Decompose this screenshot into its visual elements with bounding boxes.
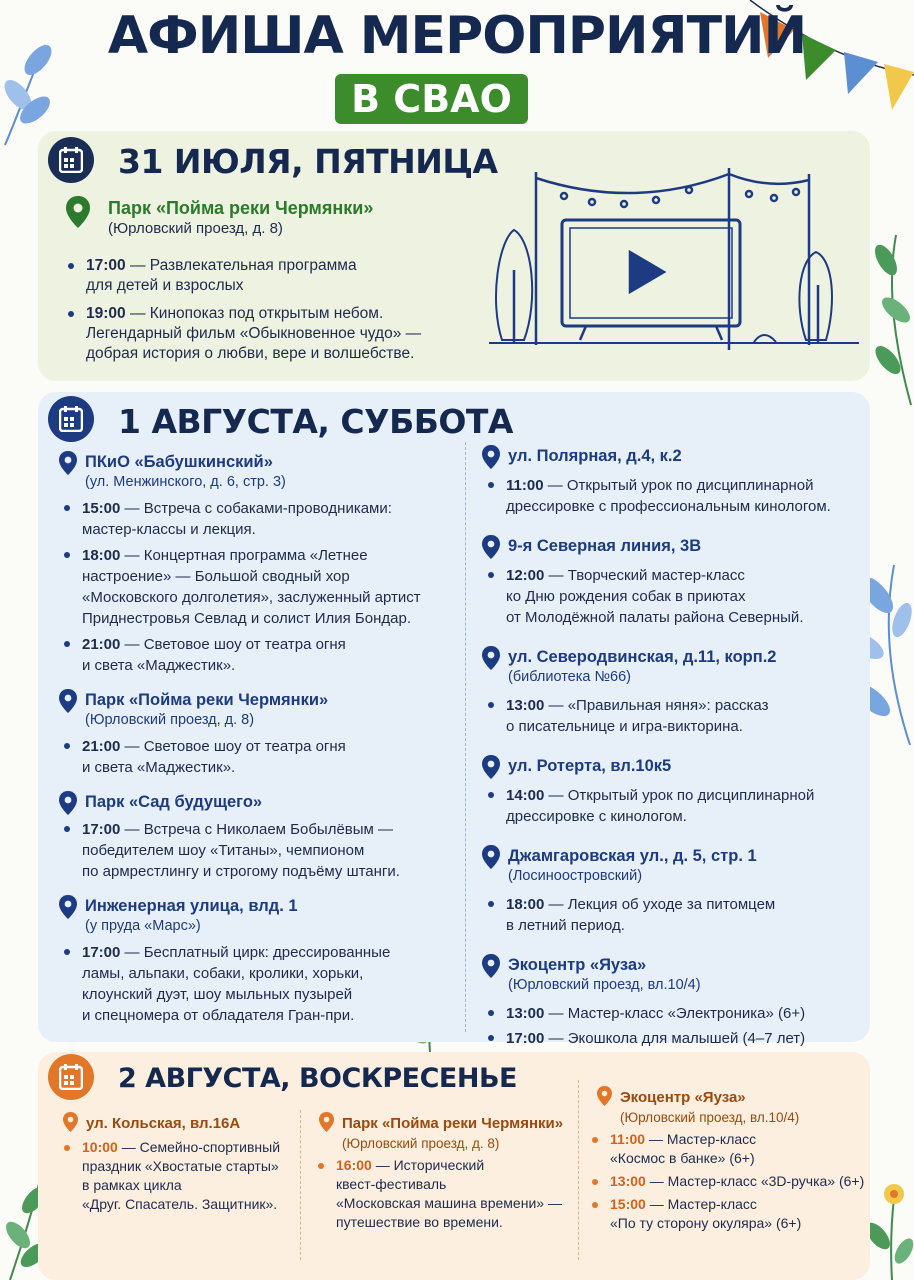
location-pin-icon	[482, 646, 500, 670]
venue-name: Экоцентр «Яуза»	[508, 956, 647, 974]
location-pin-icon	[66, 196, 90, 228]
event-text: — Мастер-класс «3D-ручка» (6+)	[645, 1173, 865, 1189]
event-text: — Экошкола для малышей (4–7 лет)	[544, 1030, 806, 1047]
venue-address: (Юрловский проезд, д. 8)	[108, 220, 283, 237]
venue-address: (Юрловский проезд, вл.10/4)	[508, 977, 701, 993]
event-text: путешествие во времени.	[336, 1214, 503, 1230]
page-subtitle-badge: В СВАО	[335, 74, 528, 124]
event-text: «Московского долголетия», заслуженный артист	[82, 589, 421, 606]
event-time: 17:00	[506, 1030, 545, 1047]
venue-address: (Юрловский проезд, д. 8)	[85, 712, 255, 728]
venue	[508, 446, 682, 467]
location-pin-icon	[59, 895, 77, 919]
venue-address: (у пруда «Марс»)	[85, 918, 201, 934]
event-item	[506, 695, 768, 737]
event-text: — Лекция об уходе за питомцем	[544, 896, 776, 913]
event-item: 17:00 — Развлекательная программа для детей и взрослых	[86, 256, 357, 296]
venue	[108, 198, 373, 238]
event-text: — Бесплатный цирк: дрессированные	[120, 944, 391, 961]
location-pin-icon	[482, 445, 500, 469]
venue	[85, 452, 286, 492]
event-text: — Мастер-класс «Электроника» (6+)	[544, 1005, 806, 1022]
event-item	[610, 1195, 801, 1233]
event-text: дрессировке с кинологом.	[506, 808, 687, 825]
event-text: о писательнице и игра-викторина.	[506, 718, 743, 735]
event-text: — Открытый урок по дисциплинарной	[544, 787, 815, 804]
event-text: — Исторический	[371, 1157, 485, 1173]
location-pin-icon	[482, 845, 500, 869]
event-text: в летний период.	[506, 917, 625, 934]
event-time: 11:00	[506, 477, 544, 494]
event-text: «По ту сторону окуляра» (6+)	[610, 1215, 802, 1231]
column-divider	[300, 1110, 301, 1260]
event-text: квест-фестиваль	[336, 1176, 447, 1192]
event-time: 15:00	[82, 500, 121, 517]
venue-name: Парк «Пойма реки Чермянки»	[85, 691, 329, 709]
venue-name: ул. Полярная, д.4, к.2	[508, 447, 682, 465]
event-time: 21:00	[82, 738, 121, 755]
location-pin-icon	[597, 1086, 612, 1106]
event-item	[506, 565, 803, 628]
event-text: от Молодёжной палаты района Северный.	[506, 609, 804, 626]
event-item	[506, 894, 775, 936]
event-text: — Мастер-класс	[645, 1196, 757, 1212]
venue-address: (ул. Менжинского, д. 6, стр. 3)	[85, 474, 286, 490]
event-time: 17:00	[82, 821, 121, 838]
column-divider	[578, 1080, 579, 1260]
event-text: — Семейно-спортивный	[117, 1139, 281, 1155]
event-item	[82, 736, 346, 778]
event-time: 13:00	[506, 1005, 545, 1022]
event-time: 16:00	[336, 1157, 372, 1173]
location-pin-icon	[482, 755, 500, 779]
venue	[342, 1113, 563, 1153]
venue	[508, 536, 701, 557]
event-text: — Творческий мастер-класс	[544, 567, 745, 584]
venue-address: (библиотека №66)	[508, 669, 632, 685]
event-text: и света «Маджестик».	[82, 657, 236, 674]
venue	[85, 792, 262, 813]
location-pin-icon	[482, 954, 500, 978]
event-time: 15:00	[610, 1196, 646, 1212]
venue	[508, 846, 757, 886]
event-item	[82, 545, 421, 629]
event-text: ламы, альпаки, собаки, кролики, хорьки,	[82, 965, 364, 982]
event-item	[506, 1028, 805, 1049]
venue	[85, 896, 298, 936]
event-text: мастер-классы и лекция.	[82, 521, 256, 538]
day-heading: 31 ИЮЛЯ, ПЯТНИЦА	[118, 142, 498, 181]
event-text: «Космос в банке» (6+)	[610, 1150, 755, 1166]
calendar-icon	[48, 396, 94, 442]
event-text: и спецномера от обладателя Гран-при.	[82, 1007, 355, 1024]
venue	[86, 1113, 240, 1134]
event-item	[82, 819, 400, 882]
venue-name: Парк «Пойма реки Чермянки»	[342, 1115, 564, 1132]
venue-name: 9-я Северная линия, 3В	[508, 537, 702, 555]
event-item	[610, 1172, 864, 1191]
venue-name: ул. Кольская, вл.16А	[86, 1115, 241, 1132]
event-item	[82, 498, 392, 540]
event-time: 18:00	[82, 547, 121, 564]
event-item	[506, 1003, 805, 1024]
event-text: — Встреча с Николаем Бобылёвым —	[120, 821, 394, 838]
event-text: «Друг. Спасатель. Защитник».	[82, 1196, 278, 1212]
location-pin-icon	[319, 1112, 334, 1132]
location-pin-icon	[59, 689, 77, 713]
event-item	[336, 1156, 562, 1232]
venue-name: Парк «Сад будущего»	[85, 793, 263, 811]
event-item	[82, 634, 346, 676]
venue-name: Парк «Пойма реки Чермянки»	[108, 198, 374, 218]
event-item: 19:00 — Кинопоказ под открытым небом. Легендарный фильм «Обыкновенное чудо» — добрая история о любви, вере и волшебстве.	[86, 304, 421, 364]
event-time: 13:00	[506, 697, 545, 714]
day-heading: 2 АВГУСТА, ВОСКРЕСЕНЬЕ	[118, 1063, 517, 1094]
event-text: в рамках цикла	[82, 1177, 182, 1193]
event-time: 14:00	[506, 787, 545, 804]
event-time: 11:00	[610, 1131, 646, 1147]
event-text: дрессировке с профессиональным кинологом.	[506, 498, 831, 515]
event-text: — Световое шоу от театра огня	[120, 636, 346, 653]
venue-name: ул. Северодвинская, д.11, корп.2	[508, 648, 777, 666]
event-text: праздник «Хвостатые старты»	[82, 1158, 279, 1174]
event-text: «Московская машина времени» —	[336, 1195, 562, 1211]
event-text: — Концертная программа «Летнее	[120, 547, 368, 564]
event-time: 10:00	[82, 1139, 118, 1155]
event-time: 21:00	[82, 636, 121, 653]
leaf-decoration-icon	[866, 230, 914, 410]
calendar-icon	[48, 137, 94, 183]
location-pin-icon	[63, 1112, 78, 1132]
event-text: настроение» — Большой сводный хор	[82, 568, 350, 585]
venue-address: (Юрловский проезд, д. 8)	[342, 1136, 500, 1151]
venue	[508, 955, 701, 995]
event-item	[82, 942, 390, 1026]
venue	[508, 756, 671, 777]
venue-name: Джамгаровская ул., д. 5, стр. 1	[508, 847, 757, 865]
venue-name: Экоцентр «Яуза»	[620, 1089, 746, 1106]
venue-address: (Юрловский проезд, вл.10/4)	[620, 1110, 800, 1125]
event-time: 18:00	[506, 896, 545, 913]
page-title: АФИША МЕРОПРИЯТИЙ	[107, 6, 807, 66]
venue-name: ПКиО «Бабушкинский»	[85, 453, 273, 471]
column-divider	[465, 442, 466, 1032]
event-time: 12:00	[506, 567, 545, 584]
event-item	[610, 1130, 756, 1168]
venue-name: ул. Ротерта, вл.10к5	[508, 757, 672, 775]
event-text: — Открытый урок по дисциплинарной	[543, 477, 814, 494]
event-text: Приднестровья Севлад и солист Илия Бондар.	[82, 610, 411, 627]
venue-address: (Лосиноостровский)	[508, 868, 643, 884]
event-text: ко Дню рождения собак в приютах	[506, 588, 746, 605]
venue-name: Инженерная улица, влд. 1	[85, 897, 298, 915]
event-text: — Встреча с собаками-проводниками:	[120, 500, 392, 517]
day-heading: 1 АВГУСТА, СУББОТА	[118, 402, 513, 441]
calendar-icon	[48, 1054, 94, 1100]
venue	[508, 647, 776, 687]
venue	[85, 690, 328, 730]
location-pin-icon	[482, 535, 500, 559]
event-time: 17:00	[82, 944, 121, 961]
event-item	[506, 475, 831, 517]
outdoor-cinema-illustration-icon	[484, 160, 864, 365]
event-text: — Мастер-класс	[645, 1131, 757, 1147]
event-text: по армрестлингу и строгому подъёму штанги.	[82, 863, 400, 880]
event-item	[506, 785, 814, 827]
location-pin-icon	[59, 791, 77, 815]
location-pin-icon	[59, 451, 77, 475]
event-text: — Световое шоу от театра огня	[120, 738, 346, 755]
event-item	[82, 1138, 280, 1214]
venue	[620, 1087, 799, 1127]
event-text: победителем шоу «Титаны», чемпионом	[82, 842, 365, 859]
event-text: и света «Маджестик».	[82, 759, 236, 776]
event-time: 13:00	[610, 1173, 646, 1189]
event-text: клоунский дуэт, шоу мыльных пузырей	[82, 986, 353, 1003]
event-text: — «Правильная няня»: рассказ	[544, 697, 769, 714]
